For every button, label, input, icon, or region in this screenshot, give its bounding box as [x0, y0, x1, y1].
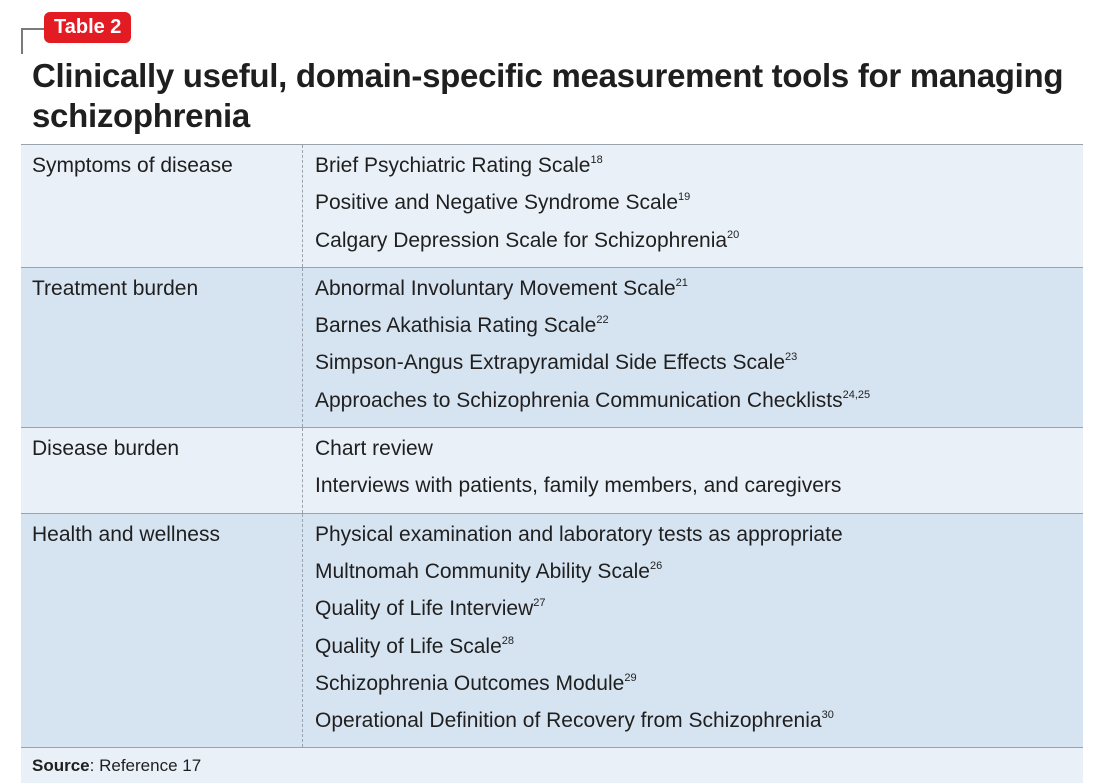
- measurement-tools-table: [21, 144, 1083, 783]
- tool-item: [315, 386, 1083, 423]
- reference-number: 26: [649, 559, 663, 572]
- reference-number: 28: [501, 634, 515, 647]
- reference-number: 29: [624, 671, 637, 684]
- reference-number: 19: [678, 191, 691, 204]
- source-text: Reference 17: [94, 756, 202, 776]
- tool-name: Multnomah Community Ability Scale: [315, 559, 650, 583]
- table-badge: Table 2: [44, 12, 131, 43]
- tool-name: Operational Definition of Recovery from Schizophrenia: [315, 709, 822, 733]
- table-row-health-wellness: [21, 514, 1083, 749]
- category-cell: Health and wellness: [21, 514, 303, 748]
- tool-item: [315, 274, 1083, 311]
- tool-item: [315, 594, 1083, 631]
- tool-name: Approaches to Schizophrenia Communication Checklists: [315, 388, 843, 412]
- reference-number: 22: [596, 314, 609, 327]
- tool-item: [315, 471, 1083, 508]
- source-separator: :: [89, 756, 95, 776]
- reference-number: 30: [821, 709, 834, 722]
- tool-item: [315, 520, 1083, 557]
- reference-number: 20: [727, 228, 740, 241]
- tool-item: [315, 348, 1083, 385]
- reference-number: 23: [785, 351, 798, 364]
- tools-cell: [303, 514, 1083, 748]
- tool-name: Barnes Akathisia Rating Scale: [315, 314, 597, 338]
- tool-name: Interviews with patients, family members, and caregivers: [315, 474, 842, 498]
- tool-name: Physical examination and laboratory tests as appropriate: [315, 522, 843, 546]
- category-cell: Treatment burden: [21, 268, 303, 427]
- tool-name: Calgary Depression Scale for Schizophrenia: [315, 228, 728, 252]
- tool-item: [315, 226, 1083, 263]
- tool-item: [315, 706, 1083, 743]
- tool-item: [315, 311, 1083, 348]
- tool-name: Schizophrenia Outcomes Module: [315, 671, 625, 695]
- table-row-disease-burden: [21, 428, 1083, 514]
- tool-name: Chart review: [315, 437, 433, 461]
- table-row-symptoms: [21, 145, 1083, 268]
- tool-name: Quality of Life Scale: [315, 634, 502, 658]
- reference-number: 24,25: [842, 388, 871, 401]
- tool-name: Simpson-Angus Extrapyramidal Side Effects Scale: [315, 351, 785, 375]
- reference-number: 27: [533, 597, 546, 610]
- tools-cell: [303, 428, 1083, 513]
- source-note: [21, 748, 1083, 783]
- tool-item: [315, 151, 1083, 188]
- tool-name: Positive and Negative Syndrome Scale: [315, 191, 679, 215]
- tool-name: Brief Psychiatric Rating Scale: [315, 154, 591, 177]
- table-title: Clinically useful, domain-specific measurement tools for managing schizophrenia: [32, 57, 1064, 134]
- source-label: Source: [32, 756, 90, 776]
- tool-item: [315, 434, 1083, 471]
- tool-name: Abnormal Involuntary Movement Scale: [315, 276, 676, 300]
- tool-item: [315, 188, 1083, 225]
- category-cell: Disease burden: [21, 428, 303, 513]
- tools-cell: [303, 268, 1083, 427]
- reference-number: 18: [590, 154, 603, 166]
- tool-name: Quality of Life Interview: [315, 597, 534, 621]
- tool-item: [315, 632, 1083, 669]
- category-cell: Symptoms of disease: [21, 145, 303, 267]
- tool-item: [315, 557, 1083, 594]
- reference-number: 21: [675, 276, 688, 289]
- tools-cell: [303, 145, 1083, 267]
- table-row-treatment-burden: [21, 268, 1083, 428]
- tool-item: [315, 669, 1083, 706]
